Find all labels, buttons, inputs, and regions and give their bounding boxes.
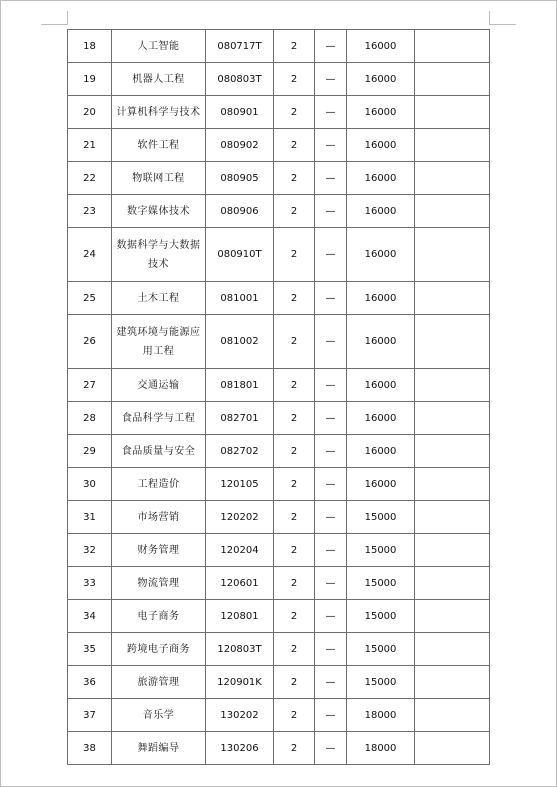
dash-cell: — [315, 315, 347, 369]
row-number-cell: 34 [68, 600, 112, 633]
major-name-cell: 机器人工程 [112, 63, 206, 96]
table-row [68, 633, 490, 666]
major-name-cell: 物联网工程 [112, 162, 206, 195]
major-code-cell: 082702 [206, 435, 274, 468]
dash-cell: — [315, 732, 347, 765]
table-row [68, 402, 490, 435]
table-row [68, 501, 490, 534]
dash-cell: — [315, 699, 347, 732]
row-number-cell: 26 [68, 315, 112, 369]
tuition-fee-cell: 16000 [347, 468, 415, 501]
tuition-fee-cell: 16000 [347, 30, 415, 63]
study-years-cell: 2 [274, 633, 315, 666]
row-number-cell: 27 [68, 369, 112, 402]
study-years-cell: 2 [274, 30, 315, 63]
dash-cell: — [315, 129, 347, 162]
dash-cell: — [315, 600, 347, 633]
tuition-fee-cell: 16000 [347, 315, 415, 369]
table-row [68, 162, 490, 195]
note-cell [415, 282, 490, 315]
major-name-cell: 土木工程 [112, 282, 206, 315]
note-cell [415, 369, 490, 402]
table-row [68, 30, 490, 63]
major-name-cell: 物流管理 [112, 567, 206, 600]
note-cell [415, 129, 490, 162]
row-number-cell: 21 [68, 129, 112, 162]
study-years-cell: 2 [274, 162, 315, 195]
table-row [68, 129, 490, 162]
row-number-cell: 18 [68, 30, 112, 63]
row-number-cell: 36 [68, 666, 112, 699]
tuition-fee-cell: 15000 [347, 666, 415, 699]
tuition-fee-cell: 16000 [347, 195, 415, 228]
table-row [68, 369, 490, 402]
major-code-cell: 080906 [206, 195, 274, 228]
major-name-cell: 财务管理 [112, 534, 206, 567]
study-years-cell: 2 [274, 732, 315, 765]
study-years-cell: 2 [274, 567, 315, 600]
dash-cell: — [315, 633, 347, 666]
major-name-cell: 食品质量与安全 [112, 435, 206, 468]
major-name-cell: 舞蹈编导 [112, 732, 206, 765]
note-cell [415, 534, 490, 567]
note-cell [415, 315, 490, 369]
study-years-cell: 2 [274, 600, 315, 633]
major-code-cell: 120801 [206, 600, 274, 633]
study-years-cell: 2 [274, 129, 315, 162]
table-row [68, 435, 490, 468]
major-name-cell: 跨境电子商务 [112, 633, 206, 666]
study-years-cell: 2 [274, 534, 315, 567]
table-row [68, 282, 490, 315]
major-code-cell: 120901K [206, 666, 274, 699]
tuition-fee-cell: 18000 [347, 699, 415, 732]
major-name-cell: 旅游管理 [112, 666, 206, 699]
tuition-fee-cell: 16000 [347, 402, 415, 435]
row-number-cell: 38 [68, 732, 112, 765]
tuition-fee-cell: 15000 [347, 633, 415, 666]
note-cell [415, 402, 490, 435]
tuition-fee-cell: 15000 [347, 600, 415, 633]
tuition-fee-cell: 18000 [347, 732, 415, 765]
study-years-cell: 2 [274, 435, 315, 468]
note-cell [415, 468, 490, 501]
table-row [68, 96, 490, 129]
major-code-cell: 081002 [206, 315, 274, 369]
major-name-cell: 软件工程 [112, 129, 206, 162]
note-cell [415, 732, 490, 765]
crop-mark-top-left-horizontal [41, 24, 68, 25]
major-code-cell: 120601 [206, 567, 274, 600]
table-row [68, 666, 490, 699]
dash-cell: — [315, 162, 347, 195]
row-number-cell: 19 [68, 63, 112, 96]
crop-mark-top-left-vertical [67, 11, 68, 25]
study-years-cell: 2 [274, 666, 315, 699]
tuition-fee-cell: 15000 [347, 501, 415, 534]
row-number-cell: 28 [68, 402, 112, 435]
dash-cell: — [315, 435, 347, 468]
note-cell [415, 435, 490, 468]
crop-mark-top-right-vertical [489, 11, 490, 25]
major-name-cell: 数据科学与大数据技术 [112, 228, 206, 282]
note-cell [415, 699, 490, 732]
major-code-cell: 080717T [206, 30, 274, 63]
note-cell [415, 633, 490, 666]
table-row [68, 195, 490, 228]
dash-cell: — [315, 567, 347, 600]
dash-cell: — [315, 534, 347, 567]
major-code-cell: 080901 [206, 96, 274, 129]
row-number-cell: 23 [68, 195, 112, 228]
dash-cell: — [315, 282, 347, 315]
tuition-fee-cell: 16000 [347, 435, 415, 468]
major-name-cell: 工程造价 [112, 468, 206, 501]
study-years-cell: 2 [274, 501, 315, 534]
row-number-cell: 37 [68, 699, 112, 732]
study-years-cell: 2 [274, 699, 315, 732]
major-code-cell: 081801 [206, 369, 274, 402]
table-row [68, 732, 490, 765]
tuition-fee-cell: 15000 [347, 534, 415, 567]
major-name-cell: 电子商务 [112, 600, 206, 633]
note-cell [415, 666, 490, 699]
major-code-cell: 081001 [206, 282, 274, 315]
dash-cell: — [315, 468, 347, 501]
dash-cell: — [315, 666, 347, 699]
major-code-cell: 080902 [206, 129, 274, 162]
table-row [68, 468, 490, 501]
dash-cell: — [315, 96, 347, 129]
major-code-cell: 120803T [206, 633, 274, 666]
note-cell [415, 195, 490, 228]
row-number-cell: 25 [68, 282, 112, 315]
table-row [68, 63, 490, 96]
note-cell [415, 600, 490, 633]
study-years-cell: 2 [274, 315, 315, 369]
study-years-cell: 2 [274, 228, 315, 282]
table-row [68, 600, 490, 633]
note-cell [415, 501, 490, 534]
major-name-cell: 交通运输 [112, 369, 206, 402]
dash-cell: — [315, 501, 347, 534]
study-years-cell: 2 [274, 282, 315, 315]
dash-cell: — [315, 369, 347, 402]
row-number-cell: 31 [68, 501, 112, 534]
row-number-cell: 29 [68, 435, 112, 468]
row-number-cell: 20 [68, 96, 112, 129]
major-code-cell: 130202 [206, 699, 274, 732]
note-cell [415, 567, 490, 600]
row-number-cell: 35 [68, 633, 112, 666]
tuition-fee-cell: 16000 [347, 96, 415, 129]
table-row [68, 534, 490, 567]
table-row [68, 315, 490, 369]
major-name-cell: 建筑环境与能源应用工程 [112, 315, 206, 369]
major-code-cell: 082701 [206, 402, 274, 435]
table-row [68, 228, 490, 282]
row-number-cell: 24 [68, 228, 112, 282]
dash-cell: — [315, 63, 347, 96]
study-years-cell: 2 [274, 96, 315, 129]
study-years-cell: 2 [274, 369, 315, 402]
row-number-cell: 22 [68, 162, 112, 195]
study-years-cell: 2 [274, 63, 315, 96]
table-row [68, 699, 490, 732]
major-code-cell: 120105 [206, 468, 274, 501]
major-name-cell: 人工智能 [112, 30, 206, 63]
crop-mark-top-right-horizontal [489, 24, 516, 25]
major-code-cell: 120202 [206, 501, 274, 534]
row-number-cell: 33 [68, 567, 112, 600]
tuition-fee-cell: 16000 [347, 228, 415, 282]
note-cell [415, 30, 490, 63]
major-fee-table [67, 29, 490, 765]
row-number-cell: 30 [68, 468, 112, 501]
study-years-cell: 2 [274, 402, 315, 435]
major-name-cell: 音乐学 [112, 699, 206, 732]
tuition-fee-cell: 16000 [347, 282, 415, 315]
dash-cell: — [315, 30, 347, 63]
major-code-cell: 080803T [206, 63, 274, 96]
note-cell [415, 96, 490, 129]
major-code-cell: 120204 [206, 534, 274, 567]
dash-cell: — [315, 228, 347, 282]
tuition-fee-cell: 16000 [347, 63, 415, 96]
major-code-cell: 080905 [206, 162, 274, 195]
major-name-cell: 市场营销 [112, 501, 206, 534]
major-code-cell: 080910T [206, 228, 274, 282]
study-years-cell: 2 [274, 195, 315, 228]
note-cell [415, 228, 490, 282]
study-years-cell: 2 [274, 468, 315, 501]
note-cell [415, 63, 490, 96]
dash-cell: — [315, 195, 347, 228]
tuition-fee-cell: 16000 [347, 129, 415, 162]
dash-cell: — [315, 402, 347, 435]
major-name-cell: 计算机科学与技术 [112, 96, 206, 129]
tuition-fee-cell: 16000 [347, 369, 415, 402]
tuition-fee-cell: 15000 [347, 567, 415, 600]
row-number-cell: 32 [68, 534, 112, 567]
tuition-fee-cell: 16000 [347, 162, 415, 195]
major-code-cell: 130206 [206, 732, 274, 765]
table-row [68, 567, 490, 600]
major-name-cell: 数字媒体技术 [112, 195, 206, 228]
major-name-cell: 食品科学与工程 [112, 402, 206, 435]
note-cell [415, 162, 490, 195]
